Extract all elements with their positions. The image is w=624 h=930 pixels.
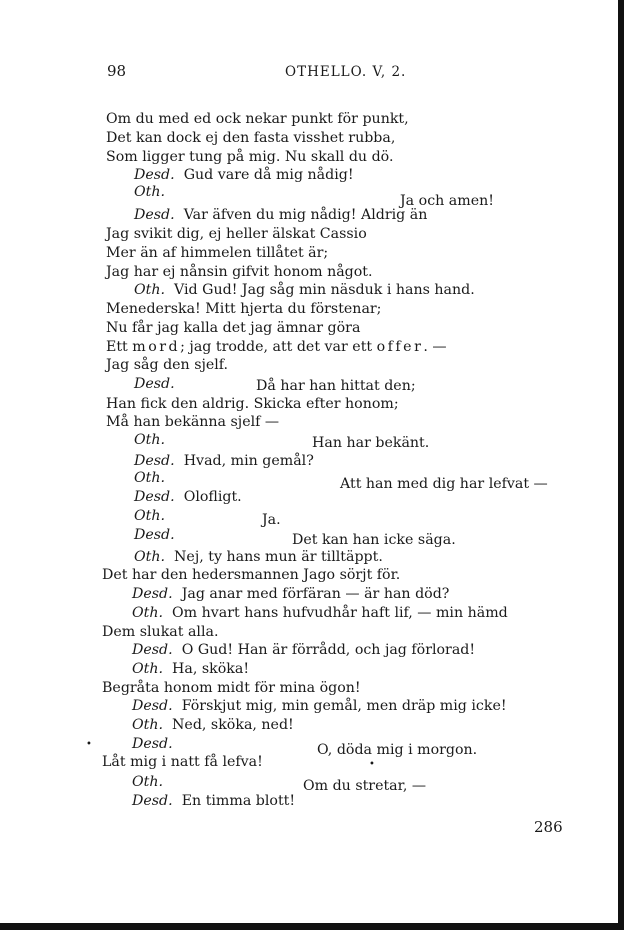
dialogue-line <box>134 281 475 299</box>
dialogue-line <box>132 585 449 603</box>
verse-line: Han fick den aldrig. Skicka efter honom; <box>106 396 399 412</box>
dialogue-line <box>134 488 242 506</box>
dialogue-line <box>132 792 295 810</box>
verse-line: Jag svikit dig, ej heller älskat Cassio <box>106 226 367 242</box>
dialogue-line <box>132 716 294 734</box>
page-edge-right <box>618 0 624 930</box>
emphasized-word: mord <box>132 339 181 355</box>
dialogue-line <box>134 469 165 487</box>
speaker-desdemona: Desd. <box>134 376 175 392</box>
verse-line: Nu får jag kalla det jag ämnar göra <box>106 320 361 336</box>
speech-text: Om hvart hans hufvudhår haft lif, — min hämd <box>172 605 508 621</box>
speaker-othello: Oth. <box>134 470 165 486</box>
speech-text: Det kan han icke säga. <box>292 532 456 548</box>
verse-line: Dem slukat alla. <box>102 624 219 640</box>
dialogue-line <box>132 641 475 659</box>
dialogue-line <box>132 697 507 715</box>
speech-text: Gud vare då mig nådig! <box>183 167 354 183</box>
speech-text: Ja och amen! <box>400 193 494 209</box>
verse-text: . — <box>423 339 447 355</box>
speech-text: Hvad, min gemål? <box>183 453 314 469</box>
speaker-othello: Oth. <box>134 549 165 565</box>
speech-text: Han har bekänt. <box>312 435 430 451</box>
verse-line: Det kan dock ej den fasta visshet rubba, <box>106 130 396 146</box>
stray-mark: • <box>86 739 92 750</box>
speaker-desdemona: Desd. <box>134 207 175 223</box>
speech-text: Olofligt. <box>183 489 242 505</box>
speech-text: Vid Gud! Jag såg min näsduk i hans hand. <box>174 282 475 298</box>
dialogue-line <box>134 507 165 525</box>
speaker-othello: Oth. <box>132 605 163 621</box>
verse-line: Som ligger tung på mig. Nu skall du dö. <box>106 149 394 165</box>
running-head: OTHELLO. V, 2. <box>285 64 407 80</box>
speech-text: Ned, sköka, ned! <box>172 717 294 733</box>
speaker-desdemona: Desd. <box>132 793 173 809</box>
speaker-desdemona: Desd. <box>134 453 175 469</box>
dialogue-line <box>134 526 175 544</box>
verse-line: Menederska! Mitt hjerta du förstenar; <box>106 301 382 317</box>
verse-line: Jag såg den sjelf. <box>106 357 229 373</box>
speech-text: Nej, ty hans mun är tilltäppt. <box>174 549 383 565</box>
speaker-othello: Oth. <box>134 282 165 298</box>
verse-line: Må han bekänna sjelf — <box>106 414 280 430</box>
speaker-desdemona: Desd. <box>134 527 175 543</box>
speaker-desdemona: Desd. <box>132 586 173 602</box>
verse-line <box>106 338 447 356</box>
speech-text: Ha, sköka! <box>172 661 250 677</box>
speaker-desdemona: Desd. <box>134 167 175 183</box>
verse-line: Begråta honom midt för mina ögon! <box>102 680 361 696</box>
dialogue-line <box>132 660 249 678</box>
speech-text: Att han med dig har lefvat — <box>340 476 548 492</box>
emphasized-word: offer <box>376 339 424 355</box>
verse-word: Ett <box>106 339 128 355</box>
speech-text: Om du stretar, — <box>303 778 427 794</box>
speaker-desdemona: Desd. <box>132 642 173 658</box>
dialogue-line <box>134 375 175 393</box>
speaker-desdemona: Desd. <box>134 489 175 505</box>
verse-line: Låt mig i natt få lefva! <box>102 754 263 770</box>
speaker-othello: Oth. <box>134 508 165 524</box>
speech-text: O, döda mig i morgon. <box>317 742 478 758</box>
dialogue-line <box>134 548 383 566</box>
speaker-othello: Oth. <box>132 661 163 677</box>
page-number: 98 <box>107 62 127 80</box>
speaker-othello: Oth. <box>134 432 165 448</box>
speech-text: Förskjut mig, min gemål, men dräp mig icke! <box>181 698 507 714</box>
dialogue-line <box>134 452 314 470</box>
speech-text: Då har han hittat den; <box>256 378 416 394</box>
dialogue-line <box>132 604 508 622</box>
speech-text: Var äfven du mig nådig! Aldrig än <box>183 207 428 223</box>
verse-line: Jag har ej nånsin gifvit honom något. <box>106 264 373 280</box>
speech-text: Jag anar med förfäran — är han död? <box>181 586 450 602</box>
verse-text: ; jag trodde, att det var ett <box>180 339 373 355</box>
dialogue-line <box>134 183 165 201</box>
speaker-desdemona: Desd. <box>132 698 173 714</box>
dialogue-line <box>132 735 173 753</box>
dialogue-line <box>134 431 165 449</box>
speaker-othello: Oth. <box>134 184 165 200</box>
speech-text: O Gud! Han är förrådd, och jag förlorad! <box>181 642 476 658</box>
dialogue-line <box>134 206 427 224</box>
dialogue-line <box>134 166 354 184</box>
dialogue-line <box>132 773 163 791</box>
verse-line: Om du med ed ock nekar punkt för punkt, <box>106 111 409 127</box>
speaker-othello: Oth. <box>132 717 163 733</box>
page-edge-bottom <box>0 923 624 930</box>
stray-mark: • <box>369 759 375 770</box>
folio-number: 286 <box>534 818 563 836</box>
speech-text: Ja. <box>262 512 281 528</box>
verse-line: Det har den hedersmannen Jago sörjt för. <box>102 567 401 583</box>
speaker-desdemona: Desd. <box>132 736 173 752</box>
verse-line: Mer än af himmelen tillåtet är; <box>106 245 329 261</box>
speech-text: En timma blott! <box>181 793 296 809</box>
speaker-othello: Oth. <box>132 774 163 790</box>
